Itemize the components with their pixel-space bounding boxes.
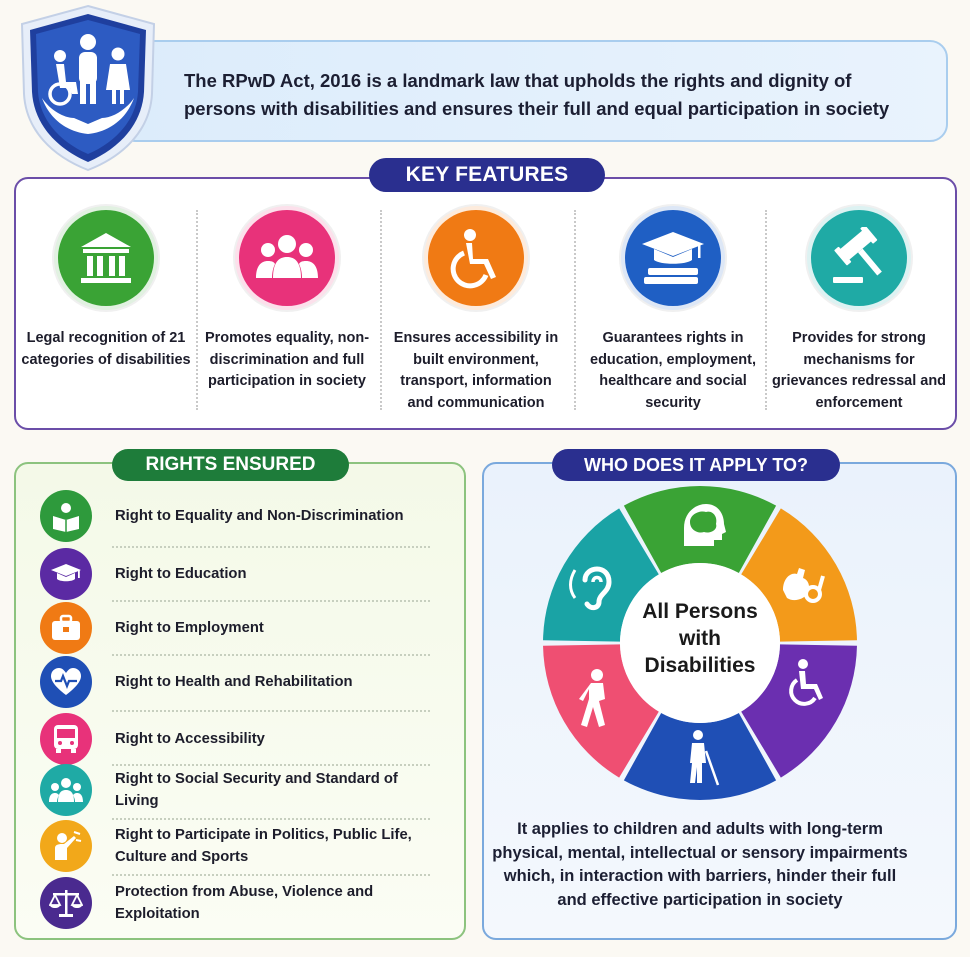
right-education — [40, 548, 440, 600]
right-accessibility — [40, 713, 440, 765]
right-text: Right to Social Security and Standard of Living — [115, 771, 398, 809]
feature-divider — [380, 210, 382, 410]
wheel-center-label — [620, 598, 780, 698]
feature-divider — [574, 210, 576, 410]
feature-equality — [197, 206, 377, 393]
graduation-cap-icon — [40, 548, 92, 600]
who-description: It applies to children and adults with long-term physical, mental, intellectual or sensory impairments which, in interaction with barriers, hinder their full and effective participation in society — [492, 820, 908, 909]
scales-icon — [40, 877, 92, 929]
who-title: WHO DOES IT APPLY TO? — [552, 449, 840, 481]
family-in-hands-shield-icon — [16, 2, 160, 174]
feature-text: Promotes equality, non-discrimination and full participation in society — [204, 330, 370, 389]
feature-grievances — [769, 206, 949, 414]
people-icon — [40, 764, 92, 816]
right-social-security — [40, 764, 440, 816]
feature-accessibility — [386, 206, 566, 414]
right-text: Right to Employment — [115, 620, 264, 636]
center-line: with — [679, 627, 721, 650]
rights-title: RIGHTS ENSURED — [112, 449, 349, 481]
right-protection — [40, 877, 440, 929]
feature-text: Provides for strong mechanisms for grievances redressal and enforcement — [771, 330, 947, 411]
heart-pulse-icon — [40, 656, 92, 708]
right-equality — [40, 490, 440, 542]
feature-guarantees — [583, 206, 763, 414]
right-participation — [40, 820, 440, 872]
gavel-icon — [807, 206, 911, 310]
right-text: Right to Education — [115, 566, 247, 582]
feature-text: Ensures accessibility in built environment, transport, information and communication — [393, 330, 559, 411]
bus-icon — [40, 713, 92, 765]
right-text: Right to Health and Rehabilitation — [115, 674, 353, 690]
graduation-cap-books-icon — [621, 206, 725, 310]
right-text: Protection from Abuse, Violence and Exploitation — [115, 884, 374, 922]
people-group-icon — [235, 206, 339, 310]
header-text: The RPwD Act, 2016 is a landmark law that upholds the rights and dignity of persons with disabilities and ensures their full and equal participation in society — [184, 70, 890, 119]
feature-legal-recognition — [16, 206, 196, 371]
right-text: Right to Equality and Non-Discrimination — [115, 508, 404, 524]
feature-text: Guarantees rights in education, employment, healthcare and social security — [590, 330, 756, 411]
feature-divider — [765, 210, 767, 410]
right-text: Right to Accessibility — [115, 731, 265, 747]
right-text: Right to Participate in Politics, Public Life, Culture and Sports — [115, 827, 412, 865]
wheelchair-icon — [424, 206, 528, 310]
key-features-title: KEY FEATURES — [369, 158, 605, 192]
center-line: All Persons — [642, 600, 758, 623]
person-speaking-icon — [40, 820, 92, 872]
feature-text: Legal recognition of 21 categories of disabilities — [21, 330, 191, 368]
right-divider — [112, 874, 430, 876]
right-employment — [40, 602, 440, 654]
briefcase-icon — [40, 602, 92, 654]
right-health — [40, 656, 440, 708]
center-line: Disabilities — [644, 654, 756, 677]
person-book-icon — [40, 490, 92, 542]
courthouse-icon — [54, 206, 158, 310]
right-divider — [112, 710, 430, 712]
